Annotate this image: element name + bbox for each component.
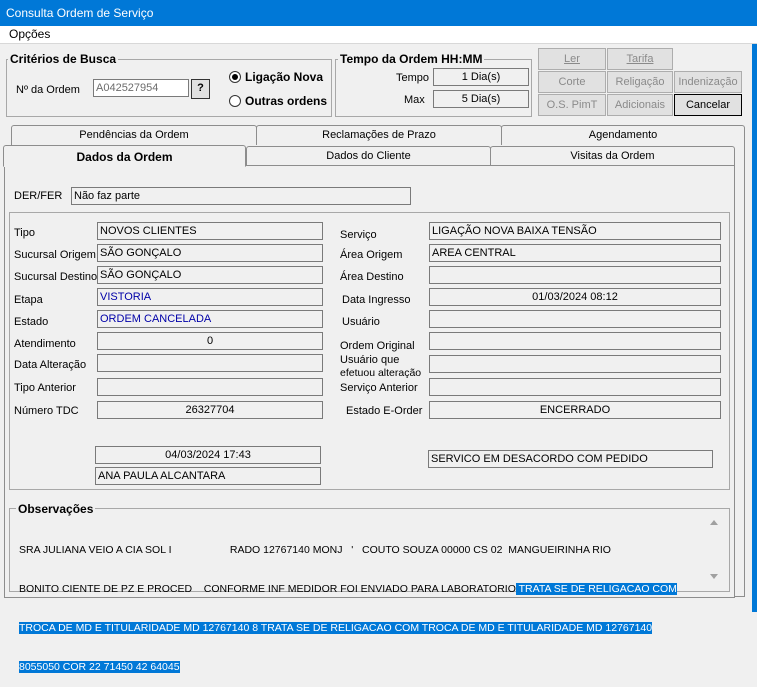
observacoes-line-1: SRA JULIANA VEIO A CIA SOL I RADO 12767140 MONJ ' COUTO SOUZA 00000 CS 02 MANGUEIRINHA RIO (19, 544, 611, 556)
numero-tdc-label: Número TDC (14, 405, 79, 417)
radio-outras-ordens-label[interactable]: Outras ordens (245, 94, 328, 108)
servico-field: LIGAÇÃO NOVA BAIXA TENSÃO (429, 222, 721, 240)
sucursal-origem-label: Sucursal Origem (14, 249, 96, 261)
observacoes-scrollbar[interactable] (708, 516, 721, 586)
tipo-field: NOVOS CLIENTES (97, 222, 323, 240)
tab-visitas-da-ordem[interactable]: Visitas da Ordem (490, 146, 735, 165)
max-label: Max (404, 94, 425, 106)
estado-field: ORDEM CANCELADA (97, 310, 323, 328)
observacoes-line-4-selected: 8055050 COR 22 71450 42 64045 (19, 661, 180, 673)
adicionais-button[interactable]: Adicionais (607, 94, 673, 116)
area-destino-field (429, 266, 721, 284)
scroll-up-icon[interactable] (710, 520, 718, 525)
der-fer-field: Não faz parte (71, 187, 411, 205)
ordem-original-label: Ordem Original (340, 340, 415, 352)
menu-options[interactable]: Opções (9, 27, 51, 41)
observacoes-title: Observações (18, 502, 94, 516)
menu-bar (0, 26, 757, 44)
atendimento-field: 0 (97, 332, 323, 350)
usuario-alteracao-label-line1: Usuário que (340, 354, 400, 366)
numero-tdc-field: 26327704 (97, 401, 323, 419)
atendimento-label: Atendimento (14, 338, 76, 350)
data-alteracao-field (97, 354, 323, 372)
usuario-field (429, 310, 721, 328)
estado-label: Estado (14, 316, 49, 328)
order-number-input[interactable]: A042527954 (93, 79, 189, 97)
indenizacao-button[interactable]: Indenização (674, 71, 742, 93)
area-destino-label: Área Destino (340, 271, 404, 283)
data-ingresso-field: 01/03/2024 08:12 (429, 288, 721, 306)
observacoes-line-2 (19, 583, 722, 596)
scroll-down-icon[interactable] (710, 574, 718, 579)
ler-button[interactable]: Ler (538, 48, 606, 70)
order-lookup-button[interactable]: ? (191, 79, 210, 99)
sucursal-destino-field: SÃO GONÇALO (97, 266, 323, 284)
observacoes-textarea[interactable] (14, 514, 722, 673)
cancel-user-field: ANA PAULA ALCANTARA (95, 467, 321, 485)
sucursal-origem-field: SÃO GONÇALO (97, 244, 323, 262)
corte-button[interactable]: Corte (538, 71, 606, 93)
order-time-title: Tempo da Ordem HH:MM (340, 52, 483, 66)
tab-reclamacoes[interactable]: Reclamações de Prazo (256, 125, 502, 145)
cancelar-button[interactable]: Cancelar (674, 94, 742, 116)
estado-eorder-label: Estado E-Order (346, 405, 423, 417)
radio-outras-ordens[interactable] (229, 95, 241, 107)
window-title-bar (0, 0, 757, 26)
usuario-alteracao-label-line2: efetuou alteração (340, 367, 422, 379)
window-right-edge (752, 26, 757, 612)
data-alteracao-label: Data Alteração (14, 359, 87, 371)
sucursal-destino-label: Sucursal Destino (14, 271, 98, 283)
search-criteria-title: Critérios de Busca (10, 52, 117, 66)
tab-dados-do-cliente[interactable]: Dados do Cliente (246, 146, 491, 165)
area-origem-label: Área Origem (340, 249, 403, 261)
observacoes-line-3-selected: TROCA DE MD E TITULARIDADE MD 12767140 8 TRATA SE DE RELIGACAO COM TROCA DE MD E TITULARIDADE MD 12767140 (19, 622, 653, 634)
max-field: 5 Dia(s) (433, 90, 529, 108)
ordem-original-field (429, 332, 721, 350)
tab-dados-da-ordem[interactable]: Dados da Ordem (3, 145, 246, 167)
cancel-reason-field: SERVICO EM DESACORDO COM PEDIDO (428, 450, 713, 468)
tipo-label: Tipo (14, 227, 35, 239)
observacoes-line-2-selected: TRATA SE DE RELIGACAO COM (515, 583, 677, 595)
area-origem-field: AREA CENTRAL (429, 244, 721, 262)
radio-ligacao-nova[interactable] (229, 71, 241, 83)
os-pimt-button[interactable]: O.S. PimT (538, 94, 606, 116)
order-number-label: Nº da Ordem (16, 84, 80, 96)
tarifa-button[interactable]: Tarifa (607, 48, 673, 70)
observacoes-line-3 (19, 622, 722, 635)
estado-eorder-field: ENCERRADO (429, 401, 721, 419)
tab-agendamento[interactable]: Agendamento (501, 125, 745, 145)
religacao-button[interactable]: Religação (607, 71, 673, 93)
data-ingresso-label: Data Ingresso (342, 294, 411, 306)
radio-ligacao-nova-label[interactable]: Ligação Nova (245, 70, 324, 84)
servico-label: Serviço (340, 229, 377, 241)
tab-pendencias[interactable]: Pendências da Ordem (11, 125, 257, 145)
etapa-field: VISTORIA (97, 288, 323, 306)
etapa-label: Etapa (14, 294, 43, 306)
servico-anterior-field (429, 378, 721, 396)
usuario-label: Usuário (342, 316, 380, 328)
tempo-field: 1 Dia(s) (433, 68, 529, 86)
observacoes-line-4 (19, 661, 722, 674)
cancel-date-field: 04/03/2024 17:43 (95, 446, 321, 464)
usuario-alteracao-field (429, 355, 721, 373)
tipo-anterior-label: Tipo Anterior (14, 382, 76, 394)
servico-anterior-label: Serviço Anterior (340, 382, 418, 394)
der-fer-label: DER/FER (14, 190, 63, 202)
tempo-label: Tempo (396, 72, 430, 84)
tipo-anterior-field (97, 378, 323, 396)
window-title: Consulta Ordem de Serviço (6, 6, 154, 20)
observacoes-line-2-text: BONITO CIENTE DE PZ E PROCED CONFORME INF MEDIDOR FOI ENVIADO PARA LABORATORIO (19, 583, 516, 595)
